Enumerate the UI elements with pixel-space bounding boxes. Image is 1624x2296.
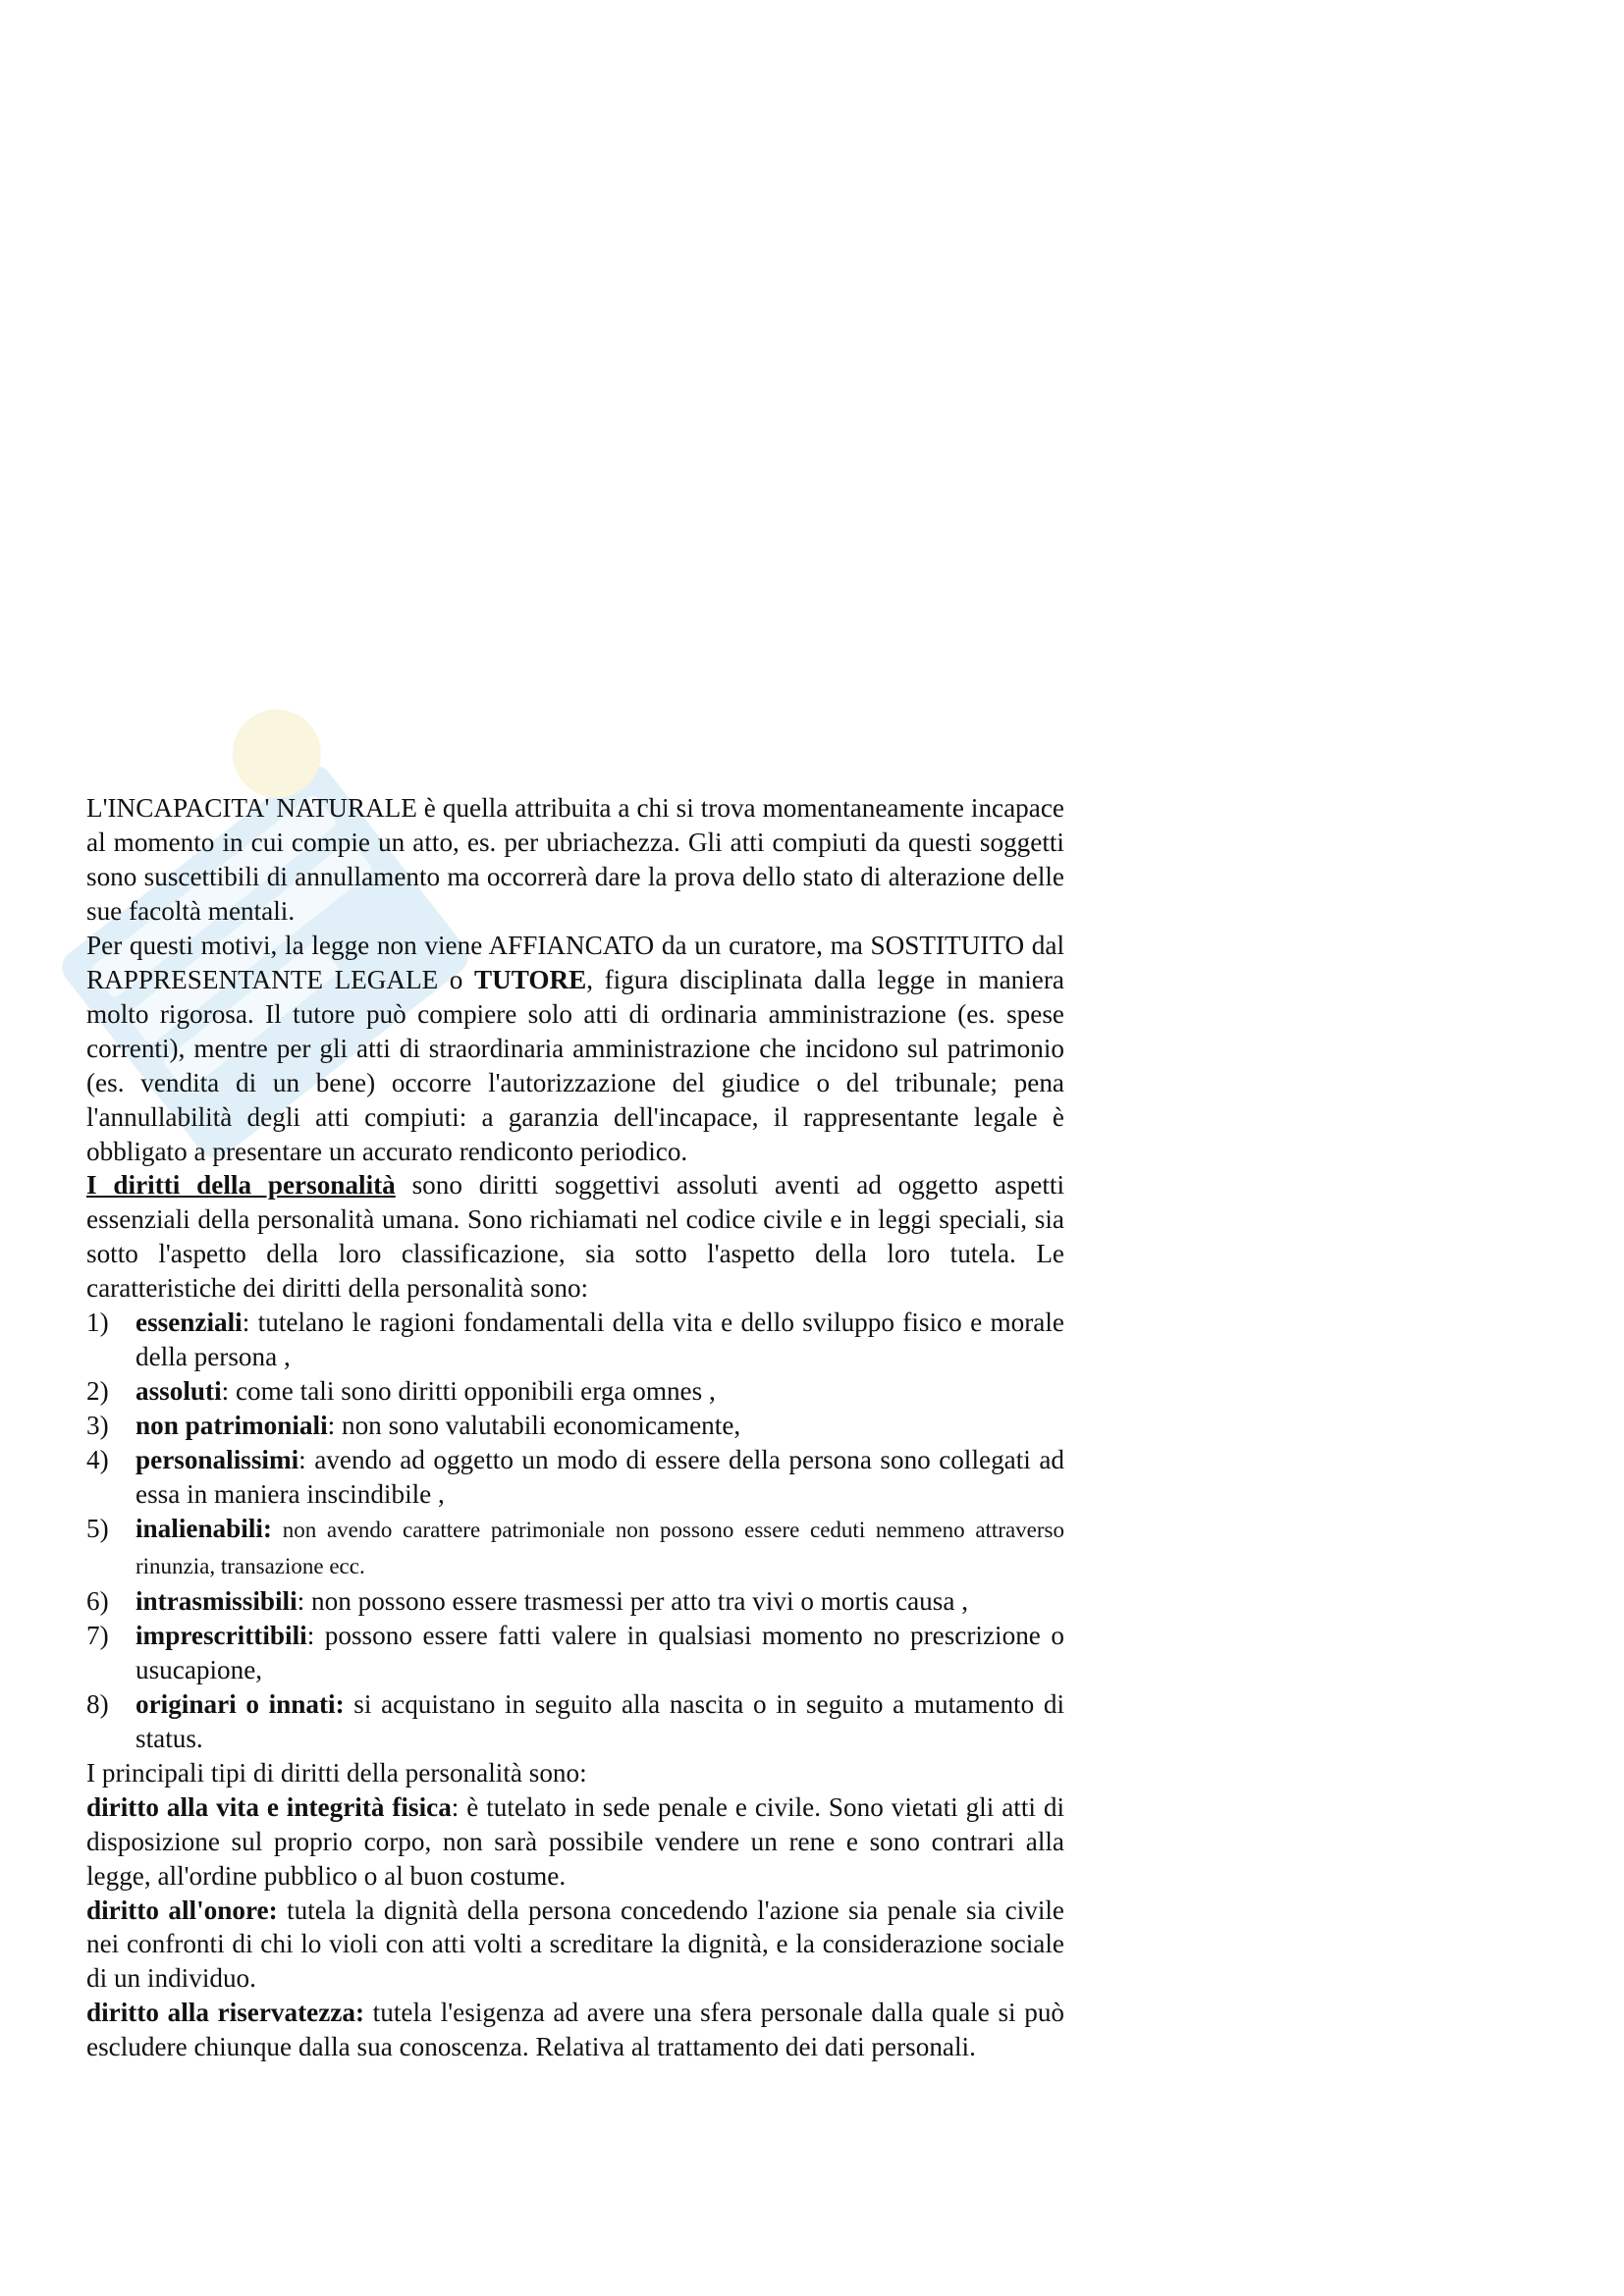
paragraph-tipi: I principali tipi di diritti della personalità sono: [86,1757,587,1788]
list-number: 6) [86,1585,109,1616]
term-tutore: TUTORE [473,964,587,994]
list-number: 1) [86,1308,109,1338]
list-term: essenziali [135,1308,243,1338]
paragraph-incapacita-naturale [86,791,1064,929]
list-item [86,1619,1064,1687]
list-desc: : avendo ad oggetto un modo di essere della persona sono collegati ad essa in maniera inscindibile , [135,1445,1064,1510]
list-term: non patrimoniali [135,1411,328,1441]
list-item [86,1443,1064,1512]
list-term: intrasmissibili [135,1585,298,1616]
list-term: originari o innati: [135,1688,345,1719]
traits-list [86,1306,1064,1755]
list-desc: : possono essere fatti valere in qualsiasi momento no prescrizione o usucapione, [135,1620,1064,1684]
right-desc: tutela l'esigenza ad avere una sfera personale dalla quale si può escludere chiunque dalla sua conoscenza. Relativa al trattamento dei dati personali. [86,1998,1065,2062]
list-desc: : non sono valutabili economicamente, [327,1411,741,1441]
list-number: 5) [86,1514,109,1544]
paragraph-text: è quella attribuita a chi si trova momentaneamente incapace al momento in cui compie un atto, es. per ubriachezza. Gli atti compiuti da questi soggetti sono suscettibili di annullamento ma occorrerà dare la prova dello stato di alterazione delle sue facoltà mentali. [86,793,1064,926]
list-number: 2) [86,1376,109,1407]
paragraph-diritto-riservatezza [86,1996,1064,2064]
right-term: diritto alla vita e integrità fisica [86,1791,452,1822]
right-term: diritto alla riservatezza: [86,1998,365,2028]
list-number: 8) [86,1688,109,1719]
list-item [86,1512,1064,1584]
list-term: assoluti [135,1376,222,1407]
term-incapacita-naturale: L'INCAPACITA' NATURALE [86,793,417,823]
list-item [86,1306,1064,1374]
list-desc: : non possono essere trasmessi per atto tra vivi o mortis causa , [297,1585,968,1616]
list-desc: non avendo carattere patrimoniale non possono essere ceduti nemmeno attraverso rinunzia, transazione ecc. [135,1518,1064,1578]
list-item [86,1409,1064,1443]
list-desc: : come tali sono diritti opponibili erga omnes , [221,1376,716,1407]
paragraph-text: , figura disciplinata dalla legge in maniera molto rigorosa. Il tutore può compiere solo atti di ordinaria amministrazione (es. spese correnti), mentre per gli atti di straordinaria amministrazione che incidono sul patrimonio (es. vendita di un bene) occorre l'autorizzazione del giudice o del tribunale; pena l'annullabilità degli atti compiuti: a garanzia dell'incapace, il rappresentante legale è obbligato a presentare un accurato rendiconto periodico. [86,964,1064,1166]
list-desc: si acquistano in seguito alla nascita o in seguito a mutamento di status. [135,1688,1064,1753]
section-heading: I diritti della personalità [86,1170,396,1201]
list-number: 3) [86,1411,109,1441]
paragraph-diritti-personalita [86,1168,1064,1306]
paragraph-tutore [86,929,1064,1169]
list-item [86,1374,1064,1409]
paragraph-text: sono diritti soggettivi assoluti aventi ad oggetto aspetti essenziali della personalità umana. Sono richiamati nel codice civile e in leggi speciali, sia sotto l'aspetto della loro classificazione, sia sotto l'aspetto della loro tutela. Le caratteristiche dei diritti della personalità sono: [86,1170,1065,1304]
paragraph-diritto-onore [86,1894,1064,1997]
list-term: inalienabili: [135,1514,272,1544]
document-body [86,791,1064,2064]
list-term: imprescrittibili [135,1620,307,1650]
right-desc: : è tutelato in sede penale e civile. Sono vietati gli atti di disposizione sul proprio corpo, non sarà possibile vendere un rene e sono contrari alla legge, all'ordine pubblico o al buon costume. [86,1791,1064,1891]
list-item [86,1687,1064,1756]
list-desc: : tutelano le ragioni fondamentali della vita e dello sviluppo fisico e morale della persona , [135,1308,1064,1372]
list-number: 7) [86,1620,109,1650]
paragraph-text: Per questi motivi, la legge non viene AFFIANCATO da un curatore, ma SOSTITUITO dal RAPPRESENTANTE LEGALE o [86,930,1064,994]
right-desc: tutela la dignità della persona concedendo l'azione sia penale sia civile nei confronti di chi lo violi con atti volti a screditare la dignità, e la considerazione sociale di un individuo. [86,1895,1064,1994]
paragraph-diritto-vita [86,1790,1064,1894]
list-number: 4) [86,1445,109,1475]
list-term: personalissimi [135,1445,299,1475]
right-term: diritto all'onore: [86,1895,278,1925]
list-item [86,1584,1064,1619]
